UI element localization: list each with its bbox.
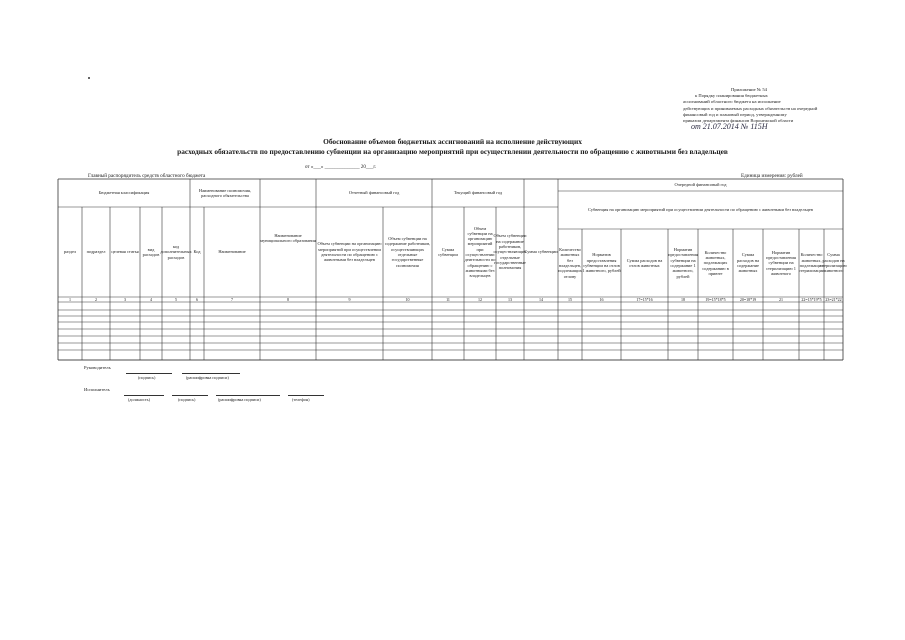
budget-manager-line: Главный распорядитель средств областного бюджета — [88, 173, 206, 179]
date-line: от «___» ______________ 20___г. — [305, 165, 377, 170]
caption: (подпись) — [178, 397, 196, 402]
scan-speck — [88, 77, 90, 79]
header-current-year: Текущий финансовый год — [453, 190, 503, 196]
column-header: Сумма расходов на отлов животных — [626, 257, 663, 268]
appendix-line: приказом департамента финансов Воронежской области — [683, 118, 794, 124]
column-number: 14 — [539, 296, 543, 302]
appendix-line: к Порядку планирования бюджетных — [695, 93, 768, 99]
column-header: подраздел — [86, 249, 106, 255]
column-header: Объем субвенции на организацию мероприятий при осуществлении деятельности по обращению с животными без владельцев — [464, 225, 496, 279]
signature-line — [172, 395, 208, 396]
column-number: 21 — [779, 296, 783, 302]
column-number: 13 — [508, 296, 512, 302]
handwritten-date: от 21.07.2014 № 115Н — [691, 122, 768, 132]
column-header: Объем субвенции на содержание работников, осуществляющих отдельные государственные полномочия — [493, 233, 527, 271]
column-header: код дополнительных расходов — [160, 244, 192, 260]
column-header: Объем субвенции на организацию мероприятий при осуществлении деятельности по обращению с животными без владельцев — [317, 241, 382, 263]
column-number: 5 — [175, 296, 177, 302]
column-number: 15 — [568, 296, 572, 302]
column-number: 18 — [681, 296, 685, 302]
signature-line — [182, 373, 240, 374]
column-number: 10 — [405, 296, 410, 302]
unit-of-measure: Единица измерения: рублей — [741, 173, 803, 179]
column-number: 11 — [446, 296, 450, 302]
column-number: 9 — [348, 296, 351, 302]
column-header: раздел — [63, 249, 77, 255]
caption: (расшифровка подписи) — [218, 397, 261, 402]
header-municipality: Наименование муниципального образования — [260, 232, 316, 243]
appendix-block — [683, 87, 853, 130]
column-header: Сумма расходов на стерилизацию животного — [820, 252, 847, 274]
column-header: Сумма субвенции — [438, 246, 458, 257]
column-number: 17=15*16 — [636, 296, 653, 302]
column-number: 19=15*18*5 — [705, 296, 726, 302]
document-title — [90, 137, 815, 157]
signature-line — [288, 395, 324, 396]
header-next-year-subvention: Субвенция на организацию мероприятий при осуществлении деятельности по обращению с животными без владельцев — [588, 207, 813, 213]
appendix-line: ассигнований областного бюджета на исполнение — [683, 99, 781, 105]
appendix-line: действующих и принимаемых расходных обязательств на очередной — [683, 105, 818, 111]
appendix-line: Приложение № 54 — [731, 87, 767, 92]
manager-signature-label: Руководитель — [84, 365, 111, 370]
column-header: Норматив предоставления субвенции на стерилизацию 1 животного — [766, 249, 796, 276]
caption: (телефон) — [292, 397, 310, 402]
column-number: 2 — [95, 296, 97, 302]
column-header: Норматив предоставления субвенции на отлов 1 животного, рублей — [582, 252, 621, 274]
caption: (должность) — [128, 397, 150, 402]
signature-line — [126, 373, 172, 374]
column-header: Сумма расходов на содержание животных — [736, 252, 760, 274]
column-number: 22=15*19*5 — [801, 296, 822, 302]
caption: (подпись) — [138, 375, 156, 380]
column-header: Количество животных, подлежащих стерилизации — [798, 252, 825, 274]
title-line-1: Обоснование объемов бюджетных ассигнований на исполнение действующих — [323, 137, 582, 146]
column-header: Количество животных без владельцев, подлежащих отлову — [558, 247, 582, 279]
column-number: 3 — [124, 296, 126, 302]
header-next-year: Очередной финансовый год — [674, 182, 727, 188]
column-header: Норматив предоставления субвенции на содержание 1 животного, рублей — [668, 247, 698, 279]
column-number: 7 — [231, 296, 233, 302]
header-reporting-year: Отчетный финансовый год — [348, 190, 400, 196]
column-header: Сумма субвенции — [524, 249, 558, 255]
executor-signature-label: Исполнитель — [84, 387, 110, 392]
column-number: 20=18*19 — [739, 296, 757, 302]
column-header: Код — [193, 249, 201, 255]
title-line-2: расходных обязательств по предоставлению субвенции на организацию мероприятий при осуществлении деятельности по обращению с животными без владельцев — [177, 147, 728, 156]
header-obligation-name: Наименование полномочия, расходного обязательства — [198, 187, 252, 198]
column-number: 23=21*22 — [825, 296, 842, 302]
column-number: 8 — [287, 296, 289, 302]
signature-line — [216, 395, 280, 396]
column-number: 12 — [478, 296, 482, 302]
column-number: 6 — [196, 296, 198, 302]
appendix-line: финансовый год и плановый период, утвержденному — [683, 111, 787, 117]
header-budget-classification: Бюджетная классификация — [98, 190, 150, 196]
column-header: вид расходов — [142, 246, 160, 257]
column-header: Наименование — [218, 249, 246, 255]
column-number: 16 — [599, 296, 604, 302]
signature-line — [124, 395, 164, 396]
column-number: 1 — [69, 296, 71, 302]
column-header: Объем субвенции на содержание работников, осуществляющих отдельные государственные полномочия — [384, 236, 431, 268]
table-header-layer — [58, 179, 847, 360]
column-header: целевая статья — [111, 249, 139, 255]
column-number: 4 — [150, 296, 152, 302]
caption: (расшифровка подписи) — [186, 375, 229, 380]
column-header: Количество животных, подлежащих содержанию в приюте — [702, 249, 729, 276]
